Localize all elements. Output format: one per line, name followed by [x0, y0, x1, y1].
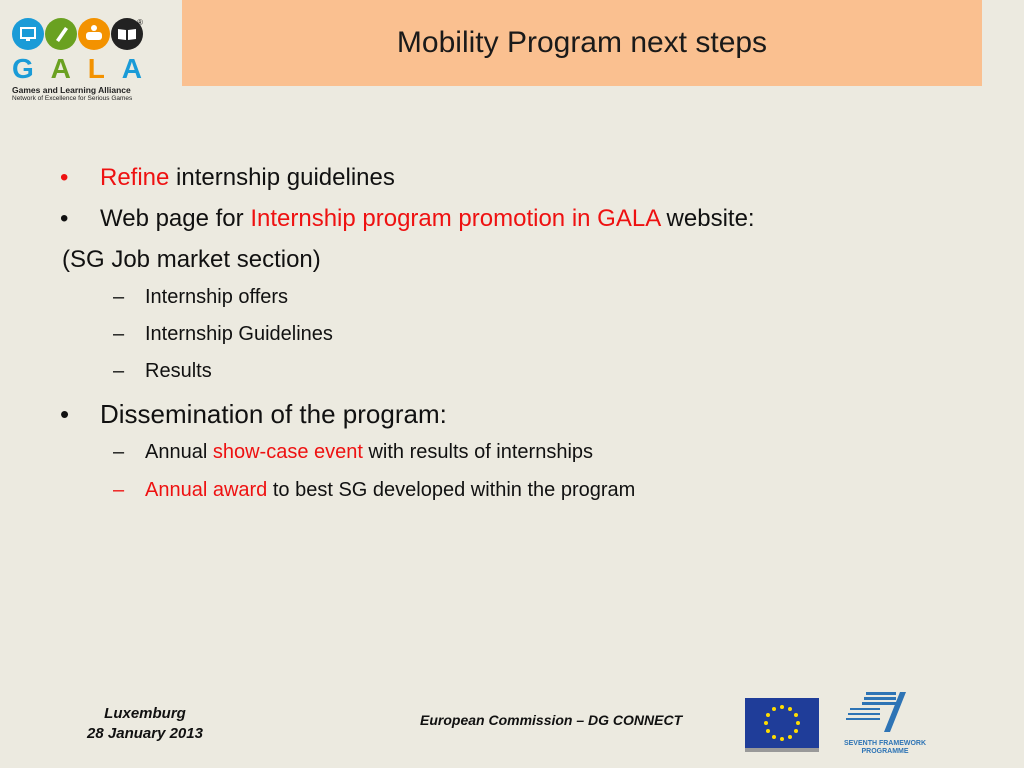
- sub-item: [113, 479, 635, 502]
- fp7-caption-line2: PROGRAMME: [861, 748, 909, 755]
- monitor-icon: [12, 18, 44, 50]
- gamepad-icon: [78, 18, 110, 50]
- sub-item: [113, 441, 593, 464]
- logo-icons: [10, 18, 150, 54]
- sub-item-text: Annual: [145, 441, 213, 463]
- bullet-text: Dissemination of the program:: [100, 399, 447, 429]
- footer-date: 28 January 2013: [87, 725, 203, 742]
- highlight-text: show-case event: [212, 441, 363, 463]
- bullet-item: [60, 205, 755, 233]
- highlight-text: Annual award: [145, 479, 268, 501]
- logo-letter: A: [50, 53, 71, 84]
- highlight-text: Refine: [100, 164, 170, 191]
- registered-mark: ®: [137, 18, 143, 27]
- paren-line: (SG Job market section): [62, 246, 321, 273]
- fp7-caption: [840, 740, 930, 756]
- sub-item: [113, 286, 288, 309]
- bullet-item: [60, 164, 395, 192]
- sub-item-text: to best SG developed within the program: [267, 479, 636, 501]
- dash-marker: –: [113, 441, 125, 463]
- bullet-text: internship guidelines: [169, 164, 395, 191]
- footer-location-date: [70, 704, 220, 744]
- dash-marker: –: [113, 286, 125, 308]
- footer-location: Luxemburg: [104, 705, 186, 722]
- logo-letter: L: [87, 53, 105, 84]
- bullet-marker: •: [60, 205, 69, 232]
- dash-marker: –: [113, 479, 125, 501]
- dash-marker: –: [113, 323, 125, 345]
- highlight-text: Internship program promotion in GALA: [250, 205, 660, 232]
- logo-wordmark: [12, 54, 142, 84]
- eu-caption-bar: [745, 748, 819, 752]
- sub-item-text: Results: [145, 360, 212, 382]
- gala-logo: [10, 18, 150, 104]
- bullet-marker: •: [60, 164, 69, 191]
- logo-letter: A: [121, 53, 142, 84]
- sub-item-text: Internship Guidelines: [145, 323, 333, 345]
- sub-item: [113, 323, 333, 346]
- logo-subtagline: Network of Excellence for Serious Games: [12, 95, 133, 102]
- bullet-text: website:: [659, 205, 755, 232]
- bullet-marker: •: [60, 399, 70, 429]
- footer-commission: European Commission – DG CONNECT: [420, 712, 683, 728]
- bullet-text: Web page for: [100, 205, 251, 232]
- logo-tagline: Games and Learning Alliance: [12, 85, 131, 95]
- logo-letter: G: [12, 53, 34, 84]
- slide-title: Mobility Program next steps: [396, 26, 768, 59]
- sub-item-text: with results of internships: [362, 441, 594, 463]
- dash-marker: –: [113, 360, 125, 382]
- sub-item: [113, 360, 212, 383]
- pen-icon: [45, 18, 77, 50]
- sub-item-text: Internship offers: [145, 286, 289, 308]
- eu-flag-icon: [745, 698, 819, 748]
- fp7-caption-line1: SEVENTH FRAMEWORK: [843, 740, 927, 747]
- bullet-item: [60, 399, 447, 430]
